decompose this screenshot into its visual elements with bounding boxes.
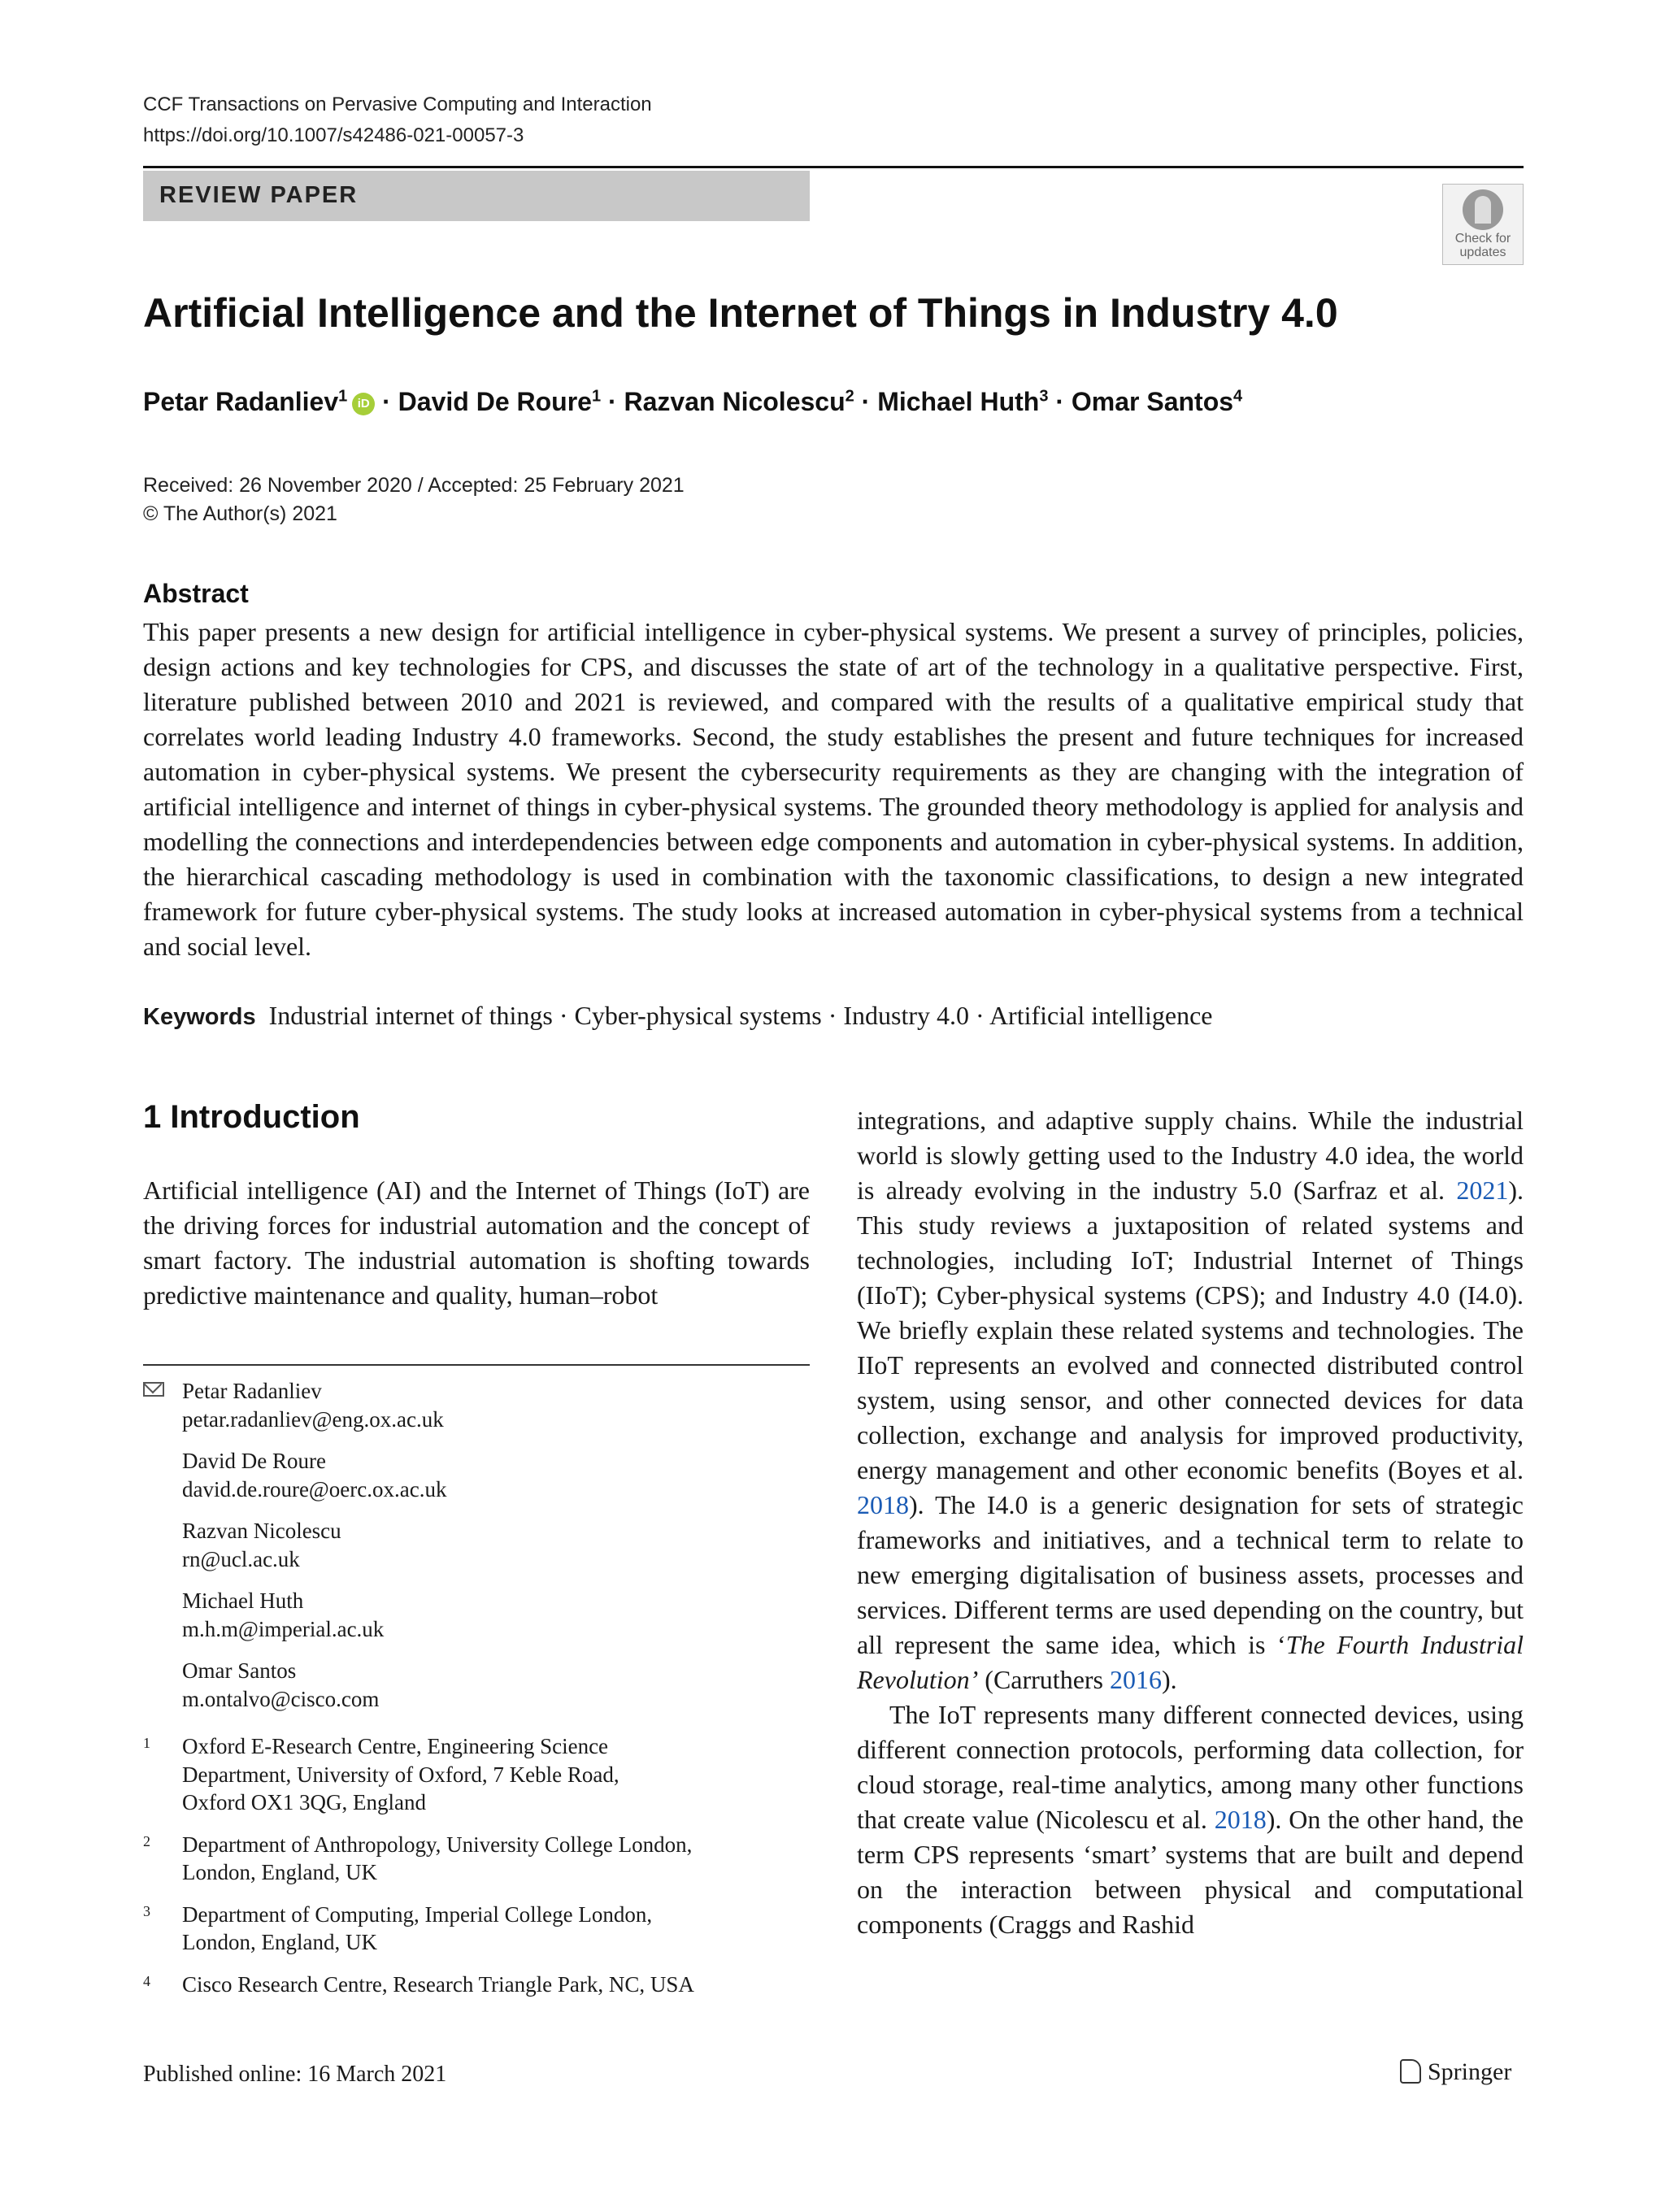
footnote-rule <box>143 1364 810 1366</box>
author-list <box>143 387 1242 417</box>
contact-email[interactable]: petar.radanliev@eng.ox.ac.uk <box>182 1406 444 1432</box>
author-affil-sup: 4 <box>1233 387 1243 406</box>
citation-link[interactable]: 2021 <box>1456 1176 1509 1205</box>
affiliation <box>143 1901 810 1957</box>
author-separator: · <box>601 387 624 416</box>
author-name: Petar Radanliev <box>143 387 339 416</box>
text-run: ). On the other hand, the term CPS represents ‘smart’ systems that are built and depend on the interaction between physical and computational components (Craggs and Rashid <box>857 1805 1524 1939</box>
orcid-icon[interactable]: iD <box>352 393 375 415</box>
text-run: The IoT represents many different connected devices, using different connection protocols, performing data collection, for cloud storage, real-time analytics, among many other functions that create value (Nicolescu et al. <box>857 1700 1524 1834</box>
contact-email[interactable]: rn@ucl.ac.uk <box>182 1546 300 1571</box>
copyright: © The Author(s) 2021 <box>143 502 337 525</box>
check-updates-text: Check for updates <box>1454 232 1511 259</box>
citation-link[interactable]: 2018 <box>857 1490 909 1519</box>
contact-email[interactable]: david.de.roure@oerc.ox.ac.uk <box>182 1476 447 1501</box>
author-name: Michael Huth <box>877 387 1040 416</box>
keywords-text: Industrial internet of things · Cyber-physical systems · Industry 4.0 · Artificial intelligence <box>268 1001 1213 1030</box>
journal-header <box>143 89 652 151</box>
text-run: (Carruthers <box>978 1665 1110 1694</box>
publisher-name: Springer <box>1428 2058 1512 2085</box>
author-affil-sup: 1 <box>591 387 602 406</box>
abstract-heading: Abstract <box>143 579 249 608</box>
contact-email[interactable]: m.ontalvo@cisco.com <box>182 1686 380 1711</box>
author-separator: · <box>375 387 398 416</box>
author-name: Razvan Nicolescu <box>624 387 846 416</box>
affiliation-line: London, England, UK <box>182 1860 377 1884</box>
author-separator: · <box>1048 387 1072 416</box>
author-affil-sup: 3 <box>1039 387 1049 406</box>
contact-name: Omar Santos <box>182 1658 297 1683</box>
journal-doi[interactable]: https://doi.org/10.1007/s42486-021-00057-3 <box>143 124 524 146</box>
check-for-updates-badge[interactable] <box>1442 184 1524 265</box>
intro-paragraph-left: Artificial intelligence (AI) and the Internet of Things (IoT) are the driving forces for industrial automation and the concept of smart factory. The industrial automation is shofting towards predictive maintenance and quality, human–robot <box>143 1176 810 1310</box>
keywords <box>143 998 1212 1035</box>
affiliation-number: 3 <box>143 1902 150 1919</box>
intro-paragraph <box>857 1103 1524 1697</box>
affiliation-line: Oxford E-Research Centre, Engineering Science <box>182 1734 609 1758</box>
affiliation-line: Oxford OX1 3QG, England <box>182 1790 426 1814</box>
section-heading: 1 Introduction <box>143 1099 360 1135</box>
envelope-icon <box>143 1382 164 1397</box>
affiliation <box>143 1971 810 1999</box>
bookmark-icon <box>1463 189 1503 230</box>
author-affil-sup: 1 <box>338 387 348 406</box>
affiliation-number: 2 <box>143 1832 150 1849</box>
contact-block <box>182 1377 810 1433</box>
text-run-italic: The Fourth Industrial Revolution’ <box>857 1630 1524 1694</box>
text-run: ). This study reviews a juxtaposition of related systems and technologies, including IoT; Industrial Internet of Things (IIoT); Cyber-physical systems (CPS); and Industry 4.0 (I4.0). We briefly explain these related systems and technologies. The IIoT represents an evolved and connected distributed control system, using sensor, and other connected devices for data collection, exchange and analysis for improved productivity, energy management and other economic benefits (Boyes et al. <box>857 1176 1524 1484</box>
intro-paragraph <box>857 1697 1524 1942</box>
article-dates <box>143 472 685 528</box>
text-run: ). The I4.0 is a generic designation for sets of strategic frameworks and initiatives, and a technical term to relate to new emerging digitalisation of business assets, processes and services. Different terms are used depending on the country, but all represent the same idea, which is ‘ <box>857 1490 1524 1659</box>
contact-block <box>182 1447 810 1503</box>
affiliation-line: London, England, UK <box>182 1930 377 1954</box>
publisher-logo <box>1400 2058 1511 2086</box>
affiliation <box>143 1732 810 1817</box>
affiliation-number: 1 <box>143 1735 150 1751</box>
springer-horse-icon <box>1400 2059 1421 2084</box>
contact-name: Petar Radanliev <box>182 1379 322 1403</box>
text-run: integrations, and adaptive supply chains. While the industrial world is slowly getting used to the Industry 4.0 idea, the world is already evolving in the industry 5.0 (Sarfraz et al. <box>857 1106 1524 1205</box>
contact-email[interactable]: m.h.m@imperial.ac.uk <box>182 1616 385 1641</box>
citation-link[interactable]: 2016 <box>1110 1665 1162 1694</box>
published-online: Published online: 16 March 2021 <box>143 2062 447 2087</box>
contact-name: Razvan Nicolescu <box>182 1519 341 1543</box>
contact-block <box>182 1587 810 1643</box>
author-name: Omar Santos <box>1071 387 1234 416</box>
article-type-banner <box>143 171 810 221</box>
citation-link[interactable]: 2018 <box>1214 1805 1267 1834</box>
affiliation-line: Cisco Research Centre, Research Triangle Park, NC, USA <box>182 1971 694 1997</box>
abstract-text: This paper presents a new design for artificial intelligence in cyber-physical systems. We present a survey of principles, policies, design actions and key technologies for CPS, and discusses the state of art of the technology in a qualitative perspective. First, literature published between 2010 and 2021 is reviewed, and compared with the results of a qualitative empirical study that correlates world leading Industry 4.0 frameworks. Second, the study establishes the present and future techniques for increased automation in cyber-physical systems. We present the cybersecurity requirements as they are changing with the integration of artificial intelligence and internet of things in cyber-physical systems. The grounded theory methodology is applied for analysis and modelling the connections and interdependencies between edge components and automation in cyber-physical systems. In addition, the hierarchical cascading methodology is used in combination with the taxonomic classifications, to design a new integrated framework for future cyber-physical systems. The study looks at increased automation in cyber-physical systems from a technical and social level. <box>143 617 1524 961</box>
author-separator: · <box>854 387 878 416</box>
contact-block <box>182 1657 810 1713</box>
received-accepted: Received: 26 November 2020 / Accepted: 25 February 2021 <box>143 474 685 497</box>
affiliation-line: Department of Computing, Imperial College London, <box>182 1901 653 1927</box>
affiliation <box>143 1831 810 1887</box>
affiliation-line: Department of Anthropology, University College London, <box>182 1832 693 1857</box>
text-run: ). <box>1162 1665 1177 1694</box>
author-footnotes <box>143 1377 810 2012</box>
author-affil-sup: 2 <box>845 387 854 406</box>
contact-name: Michael Huth <box>182 1588 304 1613</box>
journal-name: CCF Transactions on Pervasive Computing and Interaction <box>143 93 652 115</box>
contact-block <box>182 1517 810 1573</box>
affiliation-line: Department, University of Oxford, 7 Keble Road, <box>182 1762 619 1787</box>
keywords-label: Keywords <box>143 1004 256 1030</box>
intro-column-right <box>857 1103 1524 1942</box>
author-name: David De Roure <box>398 387 592 416</box>
contact-name: David De Roure <box>182 1449 326 1473</box>
paper-title: Artificial Intelligence and the Internet of Things in Industry 4.0 <box>143 290 1338 336</box>
affiliation-number: 4 <box>143 1972 150 1989</box>
header-rule <box>143 166 1524 168</box>
article-type-label: REVIEW PAPER <box>159 182 359 208</box>
